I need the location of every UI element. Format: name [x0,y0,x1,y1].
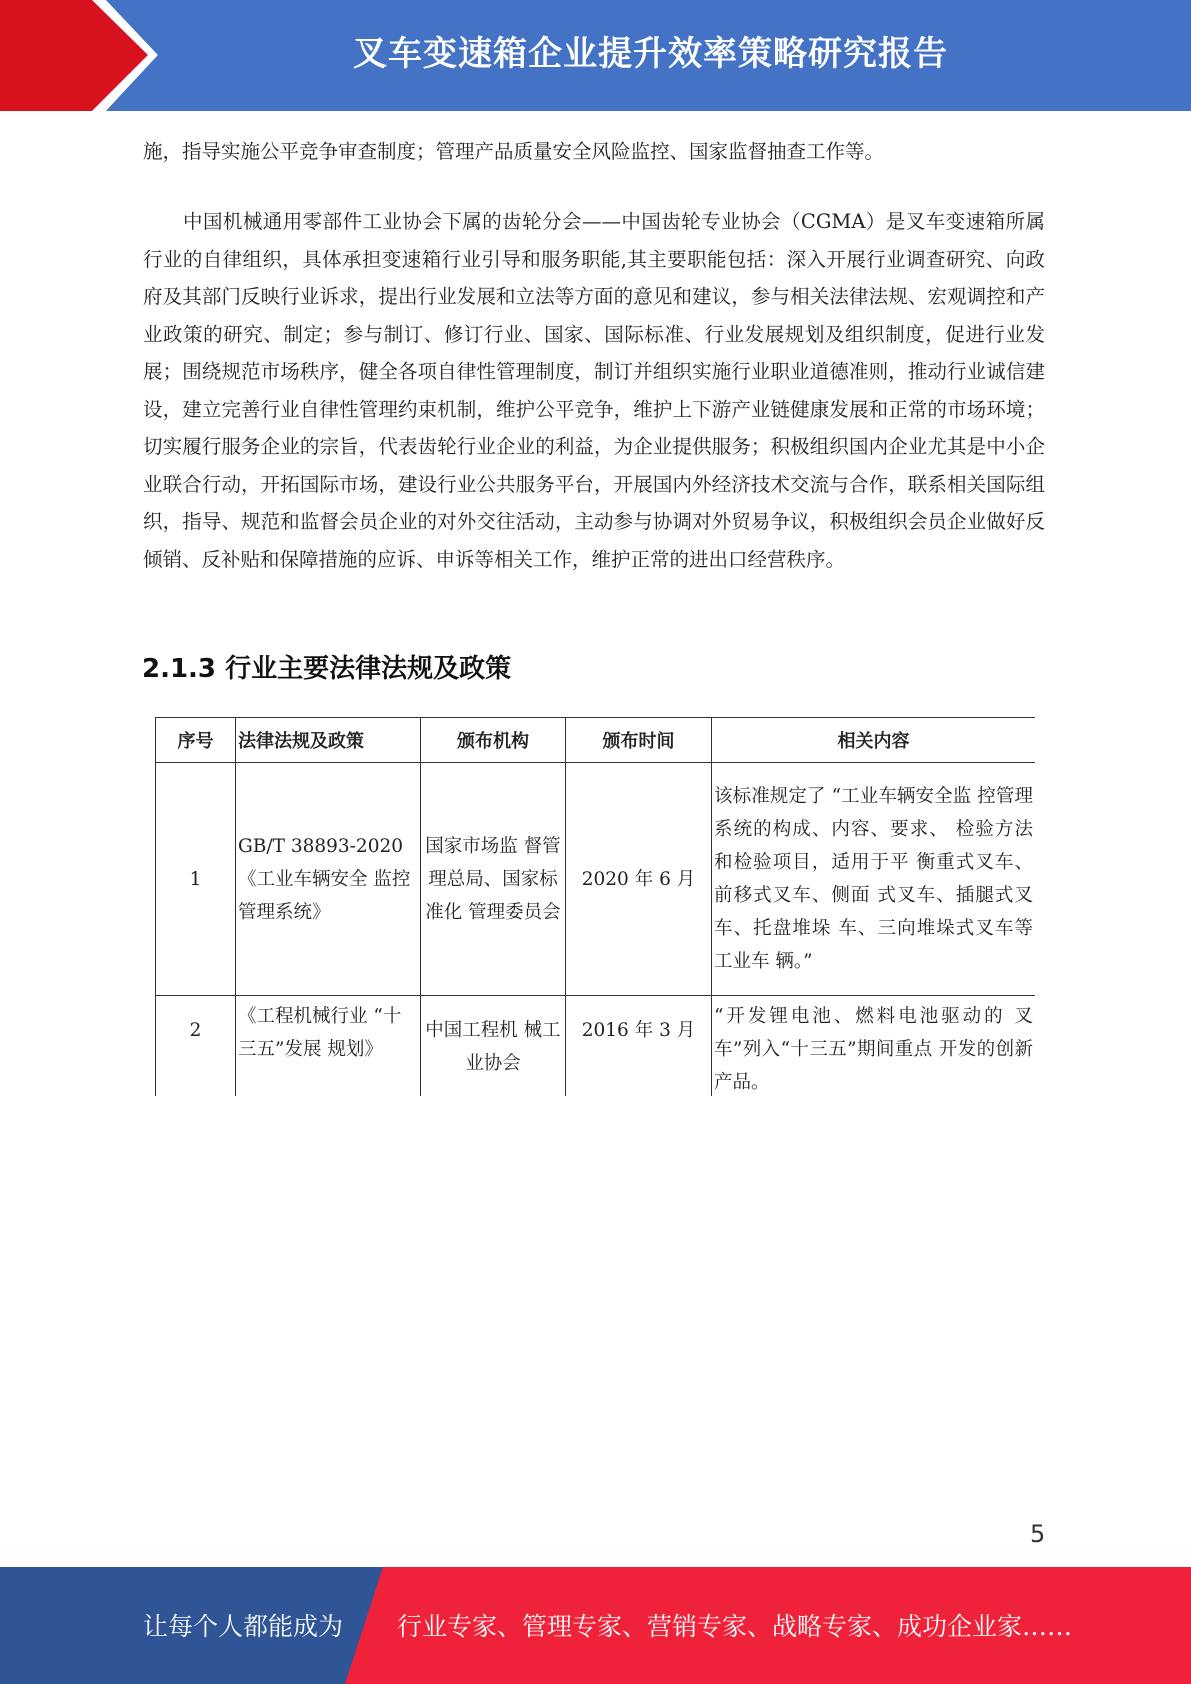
law-code: GB/T 38893-2020 [238,835,404,857]
cell-agency: 中国工程机 械工业协会 [421,996,566,1097]
policy-table [155,717,1035,1096]
cell-no: 1 [156,763,236,996]
cell-no: 2 [156,996,236,1097]
paragraph-text: 施，指导实施公平竞争审查制度；管理产品质量安全风险监控、国家监督抽查工作等。 [143,140,885,163]
header-content: 相关内容 [712,718,1036,763]
table-header-row [156,718,1036,763]
header-date: 颁布时间 [566,718,712,763]
page-header [0,0,1191,111]
cell-law [236,763,421,996]
report-title: 叉车变速箱企业提升效率策略研究报告 [353,34,948,74]
cell-content: “开发锂电池、燃料电池驱动的 叉车”列入“十三五”期间重点 开发的创新产品。 [712,996,1036,1097]
law-name: 《工业车辆安全 监控管理系统》 [238,868,411,923]
cell-agency: 国家市场监 督管理总局、国家标准化 管理委员会 [421,763,566,996]
law-name: 《工程机械行业 “十三五”发展 规划》 [238,1006,402,1060]
section-heading: 2.1.3 行业主要法律法规及政策 [142,654,512,684]
header-law: 法律法规及政策 [236,718,421,763]
header-agency: 颁布机构 [421,718,566,763]
policy-table-container [155,717,1035,1096]
cell-law [236,996,421,1097]
header-no: 序号 [156,718,236,763]
cell-content: 该标准规定了 “工业车辆安全监 控管理系统的构成、内容、要求、 检验方法和检验项目，适用于平 衡重式叉车、前移式叉车、侧面 式叉车、插腿式叉车、托盘堆垛 车、三向堆垛式叉车等工业车 辆。” [712,763,1036,996]
page-footer [0,1567,1191,1684]
table-row [156,996,1036,1097]
cell-date: 2020 年 6 月 [566,763,712,996]
body-paragraph-2 [143,203,1045,578]
footer-slogan-right: 行业专家、管理专家、营销专家、战略专家、成功企业家…… [397,1612,1073,1641]
body-paragraph-1 [143,133,1045,171]
paragraph-text: 中国机械通用零部件工业协会下属的齿轮分会——中国齿轮专业协会（CGMA）是叉车变速箱所属行业的自律组织，具体承担变速箱行业引导和服务职能,其主要职能包括：深入开展行业调查研究、向政府及其部门反映行业诉求，提出行业发展和立法等方面的意见和建议，参与相关法律法规、宏观调控和产业政策的研究、制定；参与制订、修订行业、国家、国际标准、行业发展规划及组织制度，促进行业发展；围绕规范市场秩序，健全各项自律性管理制度，制订并组织实施行业职业道德准则，推动行业诚信建设，建立完善行业自律性管理约束机制，维护公平竞争，维护上下游产业链健康发展和正常的市场环境；切实履行服务企业的宗旨，代表齿轮行业企业的利益，为企业提供服务；积极组织国内企业尤其是中小企业联合行动，开拓国际市场，建设行业公共服务平台，开展国内外经济技术交流与合作，联系相关国际组织，指导、规范和监督会员企业的对外交往活动，主动参与协调对外贸易争议，积极组织会员企业做好反倾销、反补贴和保障措施的应诉、申诉等相关工作，维护正常的进出口经营秩序。 [143,210,1045,571]
page-number: 5 [1030,1520,1046,1548]
footer-slogan-left: 让每个人都能成为 [143,1612,344,1641]
cell-date: 2016 年 3 月 [566,996,712,1097]
table-row [156,763,1036,996]
header-arrow-icon [0,0,160,111]
